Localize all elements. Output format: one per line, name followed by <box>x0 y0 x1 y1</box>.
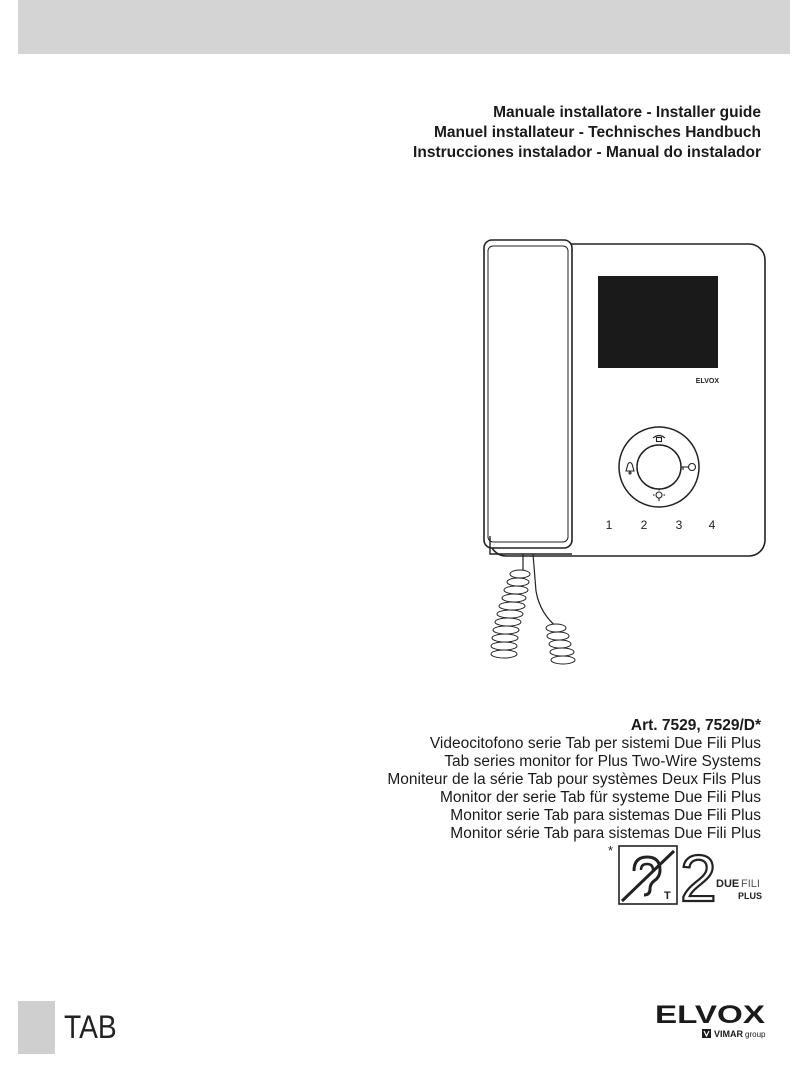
monitor-screen <box>598 276 718 368</box>
article-code: Art. 7529, 7529/D* <box>630 717 761 734</box>
asterisk-note: * <box>608 843 614 858</box>
elvox-vimar-logo <box>654 1000 766 1042</box>
key-2: 2 <box>640 518 648 532</box>
guide-titles <box>413 103 761 163</box>
article-description: Monitor serie Tab para sistemas Due Fili Plus <box>450 807 761 824</box>
dial-center-button <box>637 445 681 489</box>
monitor-illustration <box>478 236 766 666</box>
product-tab-marker <box>18 1001 55 1054</box>
vimar-group-text: group <box>745 1030 766 1039</box>
certification-badges <box>608 841 764 915</box>
elvox-logo-text: ELVOX <box>655 1001 766 1029</box>
handset <box>484 240 572 548</box>
article-description: Monitor série Tab para sistemas Due Fili Plus <box>450 825 761 842</box>
monitor-brand-label: ELVOX <box>695 378 719 385</box>
due-fili-number: 2 <box>680 841 717 915</box>
due-fili-plus-logo <box>680 841 762 915</box>
monitor-drawing <box>478 236 766 666</box>
article-description: Videocitofono serie Tab per sistemi Due Fili Plus <box>429 735 761 752</box>
key-4: 4 <box>708 518 716 532</box>
hearing-loop-letter: T <box>664 890 671 902</box>
due-fili-due: DUE <box>716 878 740 890</box>
key-1: 1 <box>605 518 613 532</box>
guide-title-line: Manuel installateur - Technisches Handbuch <box>434 124 761 141</box>
article-block <box>387 716 761 843</box>
article-description: Tab series monitor for Plus Two-Wire Systems <box>444 753 761 770</box>
due-fili-plus: PLUS <box>738 891 763 901</box>
article-description: Monitor der serie Tab für systeme Due Fili Plus <box>439 789 761 806</box>
guide-title-line: Instrucciones instalador - Manual do instalador <box>413 144 761 161</box>
article-description: Moniteur de la série Tab pour systèmes Deux Fils Plus <box>387 771 761 788</box>
vimar-logo-text: VIMAR <box>714 1029 743 1039</box>
key-3: 3 <box>675 518 683 532</box>
header-bar <box>18 0 790 54</box>
due-fili-fili: FILI <box>741 878 760 890</box>
coiled-cord <box>491 554 575 664</box>
product-name: TAB <box>64 1009 117 1045</box>
guide-title-line: Manuale installatore - Installer guide <box>493 104 761 121</box>
hearing-loop-icon <box>619 846 677 904</box>
